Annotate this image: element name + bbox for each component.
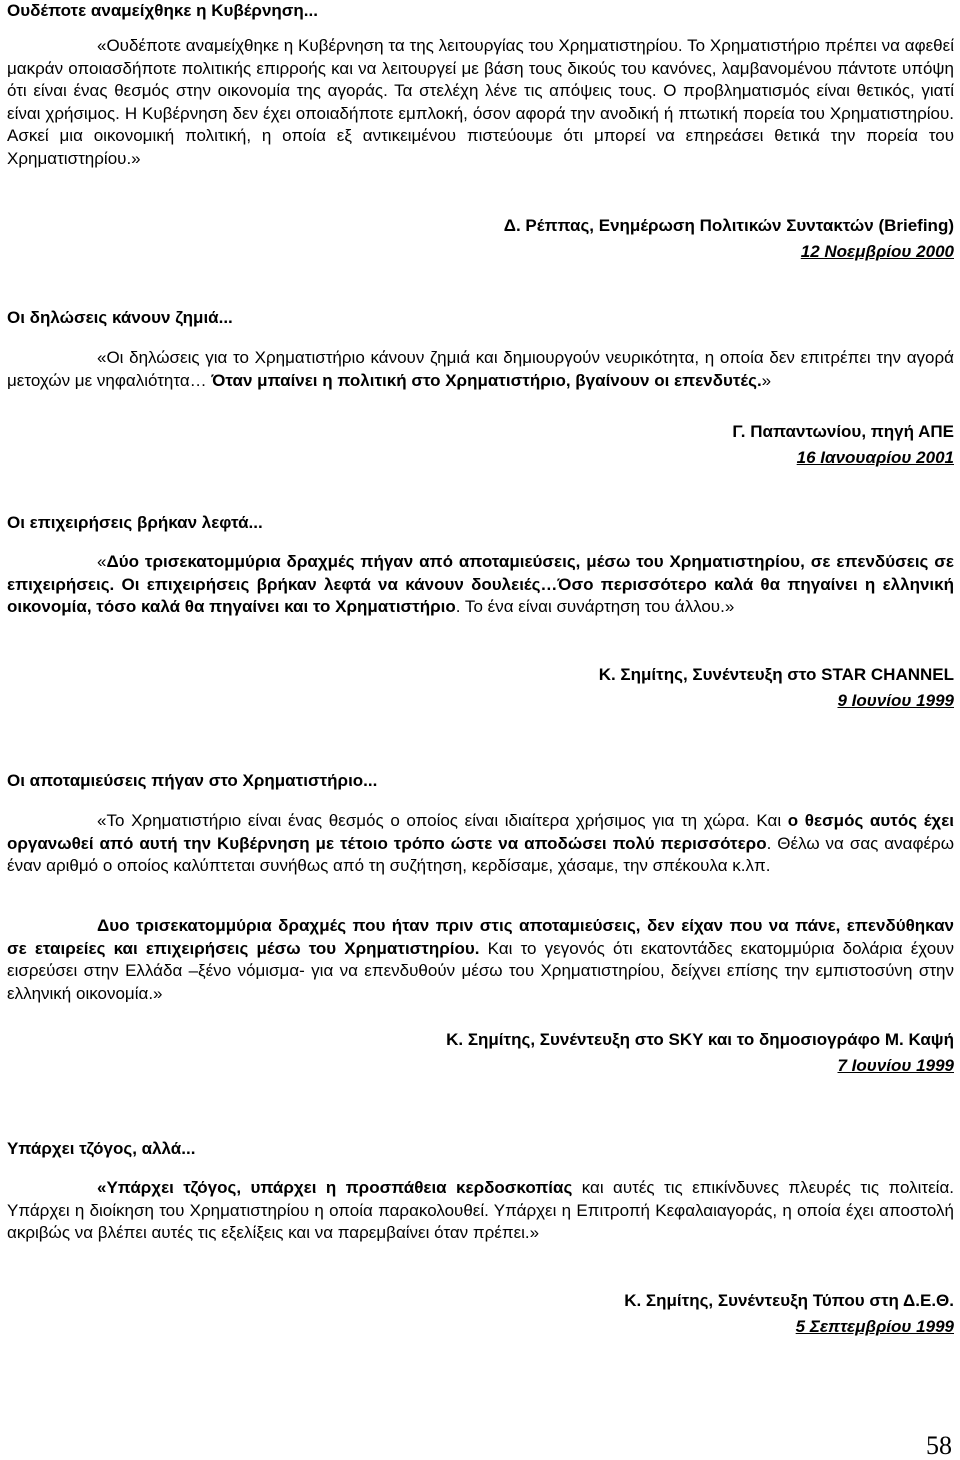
quote-block xyxy=(7,810,954,878)
attribution-date: 5 Σεπτεμβρίου 1999 xyxy=(795,1316,954,1336)
text-run: «Οι δηλώσεις για το Χρηματιστήριο κάνουν ζημιά και δημιουργούν νευρικότητα, η οποία δεν επιτρέπει την αγορά μετοχών με νηφαλιότητα… xyxy=(7,348,954,390)
section-3 xyxy=(7,770,954,792)
section-2 xyxy=(7,512,954,534)
section-4 xyxy=(7,1138,954,1160)
quote-block xyxy=(7,915,954,1005)
bold-text-run: Όταν μπαίνει η πολιτική στο Χρηματιστήριο, βγαίνουν οι επενδυτές. xyxy=(211,370,762,390)
page-number: 58 xyxy=(926,1431,952,1460)
bold-text-run: «Υπάρχει τζόγος, υπάρχει η προσπάθεια κερδοσκοπίας xyxy=(97,1178,573,1197)
quote-block xyxy=(7,1177,954,1245)
section-1 xyxy=(7,307,954,329)
attribution-date: 16 Ιανουαρίου 2001 xyxy=(796,447,954,467)
section-heading: Οι επιχειρήσεις βρήκαν λεφτά... xyxy=(7,513,263,532)
attribution-speaker: Κ. Σημίτης, Συνέντευξη στο STAR CHANNEL xyxy=(598,665,954,684)
text-run: «Ουδέποτε αναμείχθηκε η Κυβέρνηση τα της λειτουργίας του Χρηματιστηρίου. Το Χρηματιστήριο πρέπει να αφεθεί μακράν οποιασδήποτε πολιτικής επιρροής και να λειτουργεί με βάση τους δικούς του κανόνες, λαμβανομένου πάντοτε υπόψη ότι είναι ένας θεσμός στην οικονομία της αγοράς. Τα στελέχη λένε τις απόψεις τους. Ο προβληματισμός είναι θετικός, γιατί είναι χρήσιμος. Η Κυβέρνηση δεν έχει οποιαδήποτε εμπλοκή, όσον αφορά την ανοδική ή πτωτική πορεία του Χρηματιστηρίου. Ασκεί μια οικονομική πολιτική, η οποία εξ αντικειμένου πιστεύουμε ότι μπορεί να επηρεάσει θετικά την πορεία του Χρηματιστηρίου.» xyxy=(7,36,954,168)
text-run: « xyxy=(97,552,107,571)
bold-text-run: Δυο τρισεκατομμύρια δραχμές που ήταν πριν στις αποταμιεύσεις, δεν είχαν που να πάνε, επενδύθηκαν σε εταιρείες και επιχειρήσεις μέσω του Χρηματιστηρίου. xyxy=(7,916,954,958)
section-heading: Υπάρχει τζόγος, αλλά... xyxy=(7,1139,196,1158)
attribution xyxy=(7,662,954,713)
quote-block xyxy=(7,347,954,392)
text-run: . Θέλω να σας αναφέρω έναν αριθμό ο οποίος καλύπτεται συνήθως από τη συζήτηση, κερδίσαμε, χάσαμε, την σπέκουλα κ.λπ. xyxy=(7,833,954,875)
attribution-speaker: Γ. Παπαντωνίου, πηγή ΑΠΕ xyxy=(732,422,954,441)
text-run: . Το ένα είναι συνάρτηση του άλλου.» xyxy=(455,597,735,616)
text-run: » xyxy=(761,370,772,390)
section-0 xyxy=(7,0,954,22)
quote-paragraph xyxy=(7,35,954,170)
text-run: και αυτές τις επικίνδυνες πλευρές τις πολιτεία. Υπάρχει η διοίκηση του Χρηματιστηρίου η οποία παρακολουθεί. Υπάρχει η Επιτροπή Κεφαλαιαγοράς, η οποία έχει αποστολή ακριβώς να βλέπει αυτές τις εξελίξεις και να παρεμβαίνει όταν πρέπει.» xyxy=(7,1178,954,1242)
attribution xyxy=(7,1027,954,1078)
quote-paragraph xyxy=(7,347,954,392)
text-run: «Το Χρηματιστήριο είναι ένας θεσμός ο οποίος είναι ιδιαίτερα χρήσιμος για τη χώρα. Και xyxy=(97,811,788,830)
quote-paragraph xyxy=(7,1177,954,1245)
quote-paragraph xyxy=(7,551,954,619)
section-heading: Οι δηλώσεις κάνουν ζημιά... xyxy=(7,308,233,327)
attribution xyxy=(7,419,954,470)
section-heading: Οι αποταμιεύσεις πήγαν στο Χρηματιστήριο... xyxy=(7,771,378,790)
attribution-date: 7 Ιουνίου 1999 xyxy=(837,1055,954,1075)
bold-text-run: ο θεσμός αυτός έχει οργανωθεί από αυτή την Κυβέρνηση με τέτοιο τρόπο ώστε να αποδώσει πολύ περισσότερο xyxy=(7,811,954,853)
bold-text-run: Δύο τρισεκατομμύρια δραχμές πήγαν από αποταμιεύσεις, μέσω του Χρηματιστηρίου, σε επενδύσεις σε επιχειρήσεις. Οι επιχειρήσεις βρήκαν λεφτά να κάνουν δουλειές…Όσο περισσότερο καλά θα πηγαίνει η ελληνική οικονομία, τόσο καλά θα πηγαίνει και το Χρηματιστήριο xyxy=(7,552,954,616)
attribution xyxy=(7,1288,954,1339)
quote-block xyxy=(7,551,954,619)
section-heading: Ουδέποτε αναμείχθηκε η Κυβέρνηση... xyxy=(7,1,318,20)
quote-block xyxy=(7,35,954,170)
quote-paragraph xyxy=(7,915,954,1005)
attribution-speaker: Κ. Σημίτης, Συνέντευξη στο SKY και το δημοσιογράφο Μ. Καψή xyxy=(446,1030,954,1049)
attribution-speaker: Κ. Σημίτης, Συνέντευξη Τύπου στη Δ.Ε.Θ. xyxy=(624,1291,954,1310)
attribution-date: 12 Νοεμβρίου 2000 xyxy=(800,241,954,261)
text-run: Και το γεγονός ότι εκατοντάδες εκατομμύρια δολάρια έχουν εισρεύσει στην Ελλάδα –ξένο νόμισμα- για να επενδυθούν μέσω του Χρηματιστηρίου, δείχνει επίσης την εμπιστοσύνη στην ελληνική οικονομία.» xyxy=(7,938,954,1003)
attribution xyxy=(7,213,954,264)
quote-paragraph xyxy=(7,810,954,878)
attribution-date: 9 Ιουνίου 1999 xyxy=(837,690,954,710)
attribution-speaker: Δ. Ρέππας, Ενημέρωση Πολιτικών Συντακτών (Briefing) xyxy=(503,216,954,235)
